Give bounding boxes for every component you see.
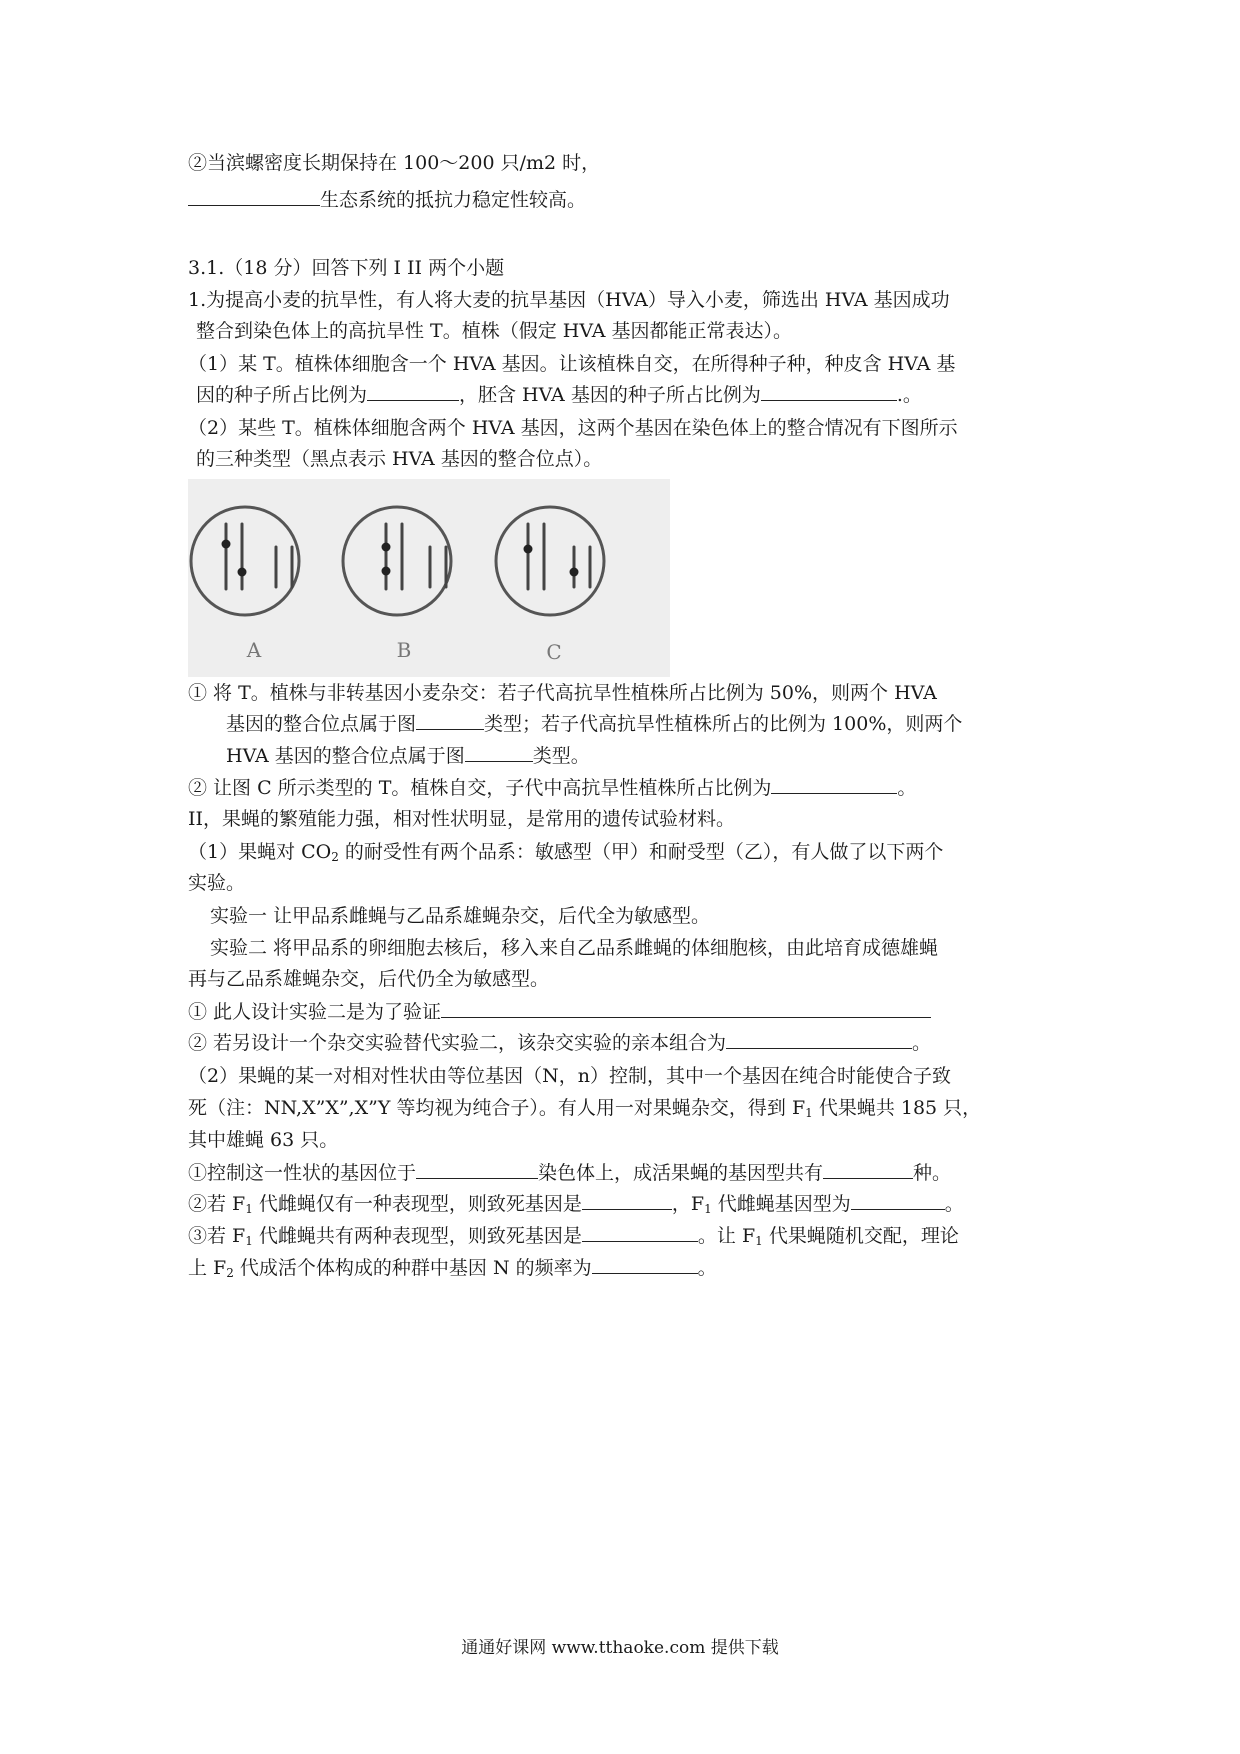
text-line: 1.为提高小麦的抗旱性，有人将大麦的抗旱基因（HVA）导入小麦，筛选出 HVA 基因成功 (188, 289, 950, 311)
hva-site-dot (222, 540, 231, 549)
text-line: （2）某些 T。植株体细胞含两个 HVA 基因，这两个基因在染色体上的整合情况有下图所示 (188, 417, 958, 439)
text-line: ② 若另设计一个杂交实验替代实验二，该杂交实验的亲本组合为 。 (188, 1032, 932, 1054)
hva-site-dot (382, 567, 391, 576)
answer-blank[interactable] (416, 1160, 538, 1179)
text-line: ②若 $F_1$ 代雌蝇仅有一种表现型，则致死基因是 ，$F_1$ 代雌蝇基因型为 。 (188, 1193, 964, 1216)
answer-blank[interactable] (726, 1030, 912, 1049)
answer-blank[interactable] (367, 382, 459, 401)
text-line: 整合到染色体上的高抗旱性 T。植株（假定 HVA 基因都能正常表达）。 (196, 320, 793, 342)
text-line: ① 此人设计实验二是为了验证 (188, 999, 931, 1025)
text-line: 实验。 (188, 872, 246, 894)
question-header: 3.1.（18 分）回答下列 I II 两个小题 (188, 257, 505, 279)
answer-blank[interactable] (823, 1160, 913, 1179)
text-line: ② 让图 C 所示类型的 T。植株自交，子代中高抗旱性植株所占比例为 。 (188, 777, 917, 799)
answer-blank[interactable] (582, 1223, 698, 1242)
chromosome-diagram (188, 479, 670, 677)
answer-blank[interactable] (761, 382, 897, 401)
text-line: 因的种子所占比例为 ，胚含 HVA 基因的种子所占比例为 .。 (196, 384, 922, 406)
text-line: 死（注：NN,X”X”,X”Y 等均视为纯合子）。有人用一对果蝇杂交，得到 $F_1$ 代果蝇共 185 只， (188, 1097, 982, 1120)
page-footer: 通通好课网 www.tthaoke.com 提供下载 (461, 1638, 779, 1658)
cell-circle-c (496, 507, 604, 615)
text-line: （1）果蝇对 $CO_2$ 的耐受性有两个品系：敏感型（甲）和耐受型（乙），有人做了以下两个 (188, 841, 944, 864)
figure-label-a: A (246, 638, 262, 662)
chromosome-figure (188, 479, 670, 677)
answer-blank[interactable] (416, 711, 484, 730)
text-line: 实验二 将甲品系的卵细胞去核后，移入来自乙品系雌蝇的体细胞核，由此培育成德雄蝇 (210, 937, 939, 959)
answer-blank[interactable] (465, 743, 533, 762)
answer-blank[interactable] (582, 1191, 672, 1210)
cell-circle-b (343, 507, 451, 615)
text-line: 实验一 让甲品系雌蝇与乙品系雄蝇杂交，后代全为敏感型。 (210, 905, 711, 927)
hva-site-dot (524, 545, 533, 554)
text-line: ①控制这一性状的基因位于 染色体上，成活果蝇的基因型共有 种。 (188, 1162, 952, 1184)
answer-blank[interactable] (592, 1255, 698, 1274)
text-line: 上 $F_2$ 代成活个体构成的种群中基因 N 的频率为 。 (188, 1257, 717, 1280)
text-line: 生态系统的抵抗力稳定性较高。 (188, 187, 586, 213)
answer-blank[interactable] (441, 999, 931, 1018)
text-line: 的三种类型（黑点表示 HVA 基因的整合位点）。 (196, 448, 603, 470)
hva-site-dot (382, 543, 391, 552)
section-header: II，果蝇的繁殖能力强，相对性状明显，是常用的遗传试验材料。 (188, 808, 736, 830)
answer-blank[interactable] (771, 775, 897, 794)
hva-site-dot (238, 568, 247, 577)
figure-label-b: B (396, 638, 412, 662)
text-line: ③若 $F_1$ 代雌蝇共有两种表现型，则致死基因是 。让 $F_1$ 代果蝇随机交配，理论 (188, 1225, 959, 1248)
text-line: （1）某 T。植株体细胞含一个 HVA 基因。让该植株自交，在所得种子种，种皮含 HVA 基 (188, 353, 956, 375)
text-line: ②当滨螺密度长期保持在 100～200 只/m2 时， (188, 152, 601, 174)
text-line: HVA 基因的整合位点属于图 类型。 (226, 745, 590, 767)
text-line: 基因的整合位点属于图 类型；若子代高抗旱性植株所占的比例为 100%，则两个 (226, 713, 963, 735)
text-line: 其中雄蝇 63 只。 (188, 1129, 339, 1151)
hva-site-dot (570, 568, 579, 577)
cell-circle-a (191, 507, 299, 615)
answer-blank[interactable] (188, 187, 320, 206)
text-line: ① 将 T。植株与非转基因小麦杂交：若子代高抗旱性植株所占比例为 50%，则两个 HVA (188, 682, 937, 704)
text-line: （2）果蝇的某一对相对性状由等位基因（N，n）控制，其中一个基因在纯合时能使合子致 (188, 1065, 951, 1087)
text-line: 再与乙品系雄蝇杂交，后代仍全为敏感型。 (188, 968, 550, 990)
answer-blank[interactable] (851, 1191, 945, 1210)
figure-label-c: C (546, 640, 562, 664)
